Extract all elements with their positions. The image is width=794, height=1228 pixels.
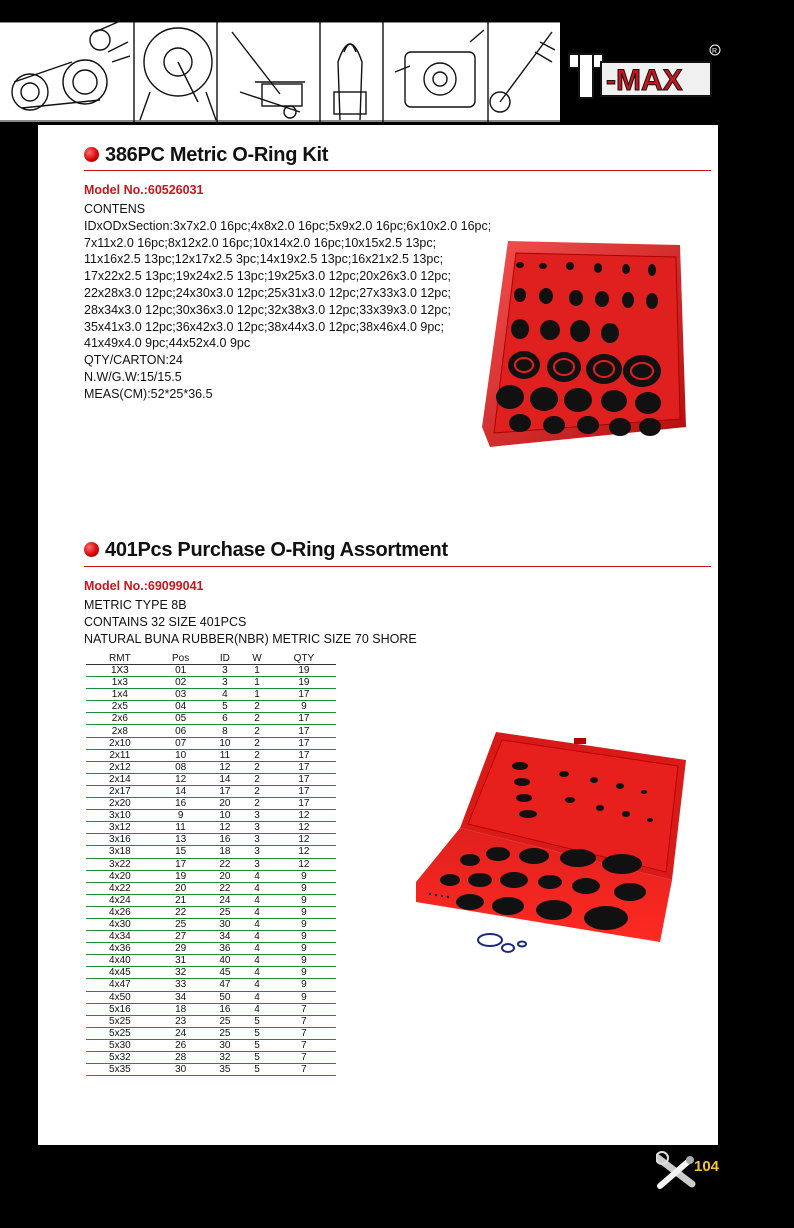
table-row (86, 846, 336, 858)
table-cell: 06 (154, 725, 208, 737)
table-row (86, 955, 336, 967)
table-cell: 30 (208, 1039, 243, 1051)
table-cell: 3 (242, 810, 272, 822)
table-cell: 24 (208, 894, 243, 906)
table-cell: 3 (242, 858, 272, 870)
table-row (86, 1039, 336, 1051)
product-2-specs (84, 597, 417, 647)
table-cell: 5 (208, 701, 243, 713)
table-cell: 9 (272, 882, 336, 894)
table-cell: 2 (242, 713, 272, 725)
table-cell: 28 (154, 1052, 208, 1064)
table-cell: 31 (154, 955, 208, 967)
table-row (86, 773, 336, 785)
table-cell: 17 (272, 761, 336, 773)
red-bullet-icon (84, 147, 99, 162)
table-row (86, 761, 336, 773)
spec-line: N.W/G.W:15/15.5 (84, 369, 182, 384)
table-cell: 5 (242, 1015, 272, 1027)
table-cell: 47 (208, 979, 243, 991)
table-cell: 12 (272, 846, 336, 858)
table-header-cell: ID (208, 653, 243, 665)
table-cell: 11 (208, 749, 243, 761)
table-cell: 13 (154, 834, 208, 846)
table-row (86, 967, 336, 979)
table-cell: 22 (208, 882, 243, 894)
table-cell: 10 (154, 749, 208, 761)
table-cell: 32 (208, 1052, 243, 1064)
table-cell: 27 (154, 931, 208, 943)
table-row (86, 918, 336, 930)
o-ring-assortment-case-image (410, 730, 690, 965)
table-cell: 5x32 (86, 1052, 154, 1064)
table-cell: 7 (272, 1052, 336, 1064)
table-cell: 1 (242, 665, 272, 677)
table-cell: 3 (242, 846, 272, 858)
table-cell: 9 (272, 979, 336, 991)
section-rule (84, 170, 711, 171)
product-1-title: 386PC Metric O-Ring Kit (84, 144, 328, 167)
table-cell: 7 (272, 1027, 336, 1039)
table-cell: 1 (242, 689, 272, 701)
table-cell: 17 (272, 725, 336, 737)
table-row (86, 713, 336, 725)
table-cell: 50 (208, 991, 243, 1003)
product-1-specs (84, 201, 491, 403)
table-cell: 4x24 (86, 894, 154, 906)
table-row (86, 1052, 336, 1064)
table-cell: 4x45 (86, 967, 154, 979)
page-number: 104 (694, 1158, 720, 1175)
table-cell: 3x16 (86, 834, 154, 846)
table-cell: 29 (154, 943, 208, 955)
table-cell: 11 (154, 822, 208, 834)
table-cell: 20 (154, 882, 208, 894)
table-row (86, 991, 336, 1003)
table-cell: 04 (154, 701, 208, 713)
table-cell: 9 (154, 810, 208, 822)
table-cell: 01 (154, 665, 208, 677)
table-cell: 2x10 (86, 737, 154, 749)
table-row (86, 665, 336, 677)
table-cell: 2x14 (86, 773, 154, 785)
product-2-model-number: Model No.:69099041 (84, 579, 204, 593)
table-cell: 4x40 (86, 955, 154, 967)
table-cell: 33 (154, 979, 208, 991)
table-cell: 5x25 (86, 1027, 154, 1039)
catalog-content (38, 125, 718, 1145)
table-cell: 10 (208, 810, 243, 822)
table-cell: 45 (208, 967, 243, 979)
table-cell: 4 (242, 967, 272, 979)
table-cell: 4x20 (86, 870, 154, 882)
table-row (86, 822, 336, 834)
table-cell: 4x50 (86, 991, 154, 1003)
table-cell: 12 (208, 822, 243, 834)
table-header-cell: Pos (154, 653, 208, 665)
table-cell: 4 (242, 955, 272, 967)
table-cell: 2 (242, 737, 272, 749)
table-cell: 23 (154, 1015, 208, 1027)
table-cell: 3x18 (86, 846, 154, 858)
table-header-cell: QTY (272, 653, 336, 665)
o-ring-size-table (86, 653, 336, 1076)
table-cell: 5x35 (86, 1064, 154, 1076)
table-cell: 1 (242, 677, 272, 689)
table-cell: 22 (208, 858, 243, 870)
table-cell: 36 (208, 943, 243, 955)
table-cell: 2 (242, 798, 272, 810)
header-tool-illustrations (0, 22, 560, 122)
table-row (86, 906, 336, 918)
table-cell: 9 (272, 943, 336, 955)
table-cell: 4 (242, 931, 272, 943)
table-cell: 4 (242, 979, 272, 991)
table-cell: 3x22 (86, 858, 154, 870)
table-cell: 2 (242, 725, 272, 737)
table-cell: 12 (272, 810, 336, 822)
table-row (86, 931, 336, 943)
table-row (86, 834, 336, 846)
table-cell: 4x34 (86, 931, 154, 943)
table-cell: 2 (242, 773, 272, 785)
table-cell: 7 (272, 1003, 336, 1015)
table-cell: 4 (242, 894, 272, 906)
table-row (86, 858, 336, 870)
table-cell: 9 (272, 701, 336, 713)
spec-line: CONTENS (84, 202, 146, 216)
table-cell: 4 (242, 991, 272, 1003)
table-cell: 4 (242, 1003, 272, 1015)
table-cell: 9 (272, 906, 336, 918)
spec-line: METRIC TYPE 8B (84, 598, 187, 612)
table-cell: 5 (242, 1052, 272, 1064)
table-cell: 12 (154, 773, 208, 785)
table-cell: 18 (208, 846, 243, 858)
table-cell: 3 (242, 822, 272, 834)
table-cell: 4x26 (86, 906, 154, 918)
table-cell: 9 (272, 894, 336, 906)
table-cell: 14 (208, 773, 243, 785)
table-cell: 17 (272, 689, 336, 701)
table-cell: 16 (208, 834, 243, 846)
table-cell: 12 (272, 834, 336, 846)
table-cell: 24 (154, 1027, 208, 1039)
table-cell: 20 (208, 870, 243, 882)
table-cell: 3x12 (86, 822, 154, 834)
table-cell: 25 (208, 1015, 243, 1027)
table-cell: 6 (208, 713, 243, 725)
table-cell: 10 (208, 737, 243, 749)
table-cell: 17 (208, 785, 243, 797)
table-cell: 17 (272, 773, 336, 785)
table-cell: 20 (208, 798, 243, 810)
spec-line: CONTAINS 32 SIZE 401PCS (84, 614, 247, 629)
table-cell: 8 (208, 725, 243, 737)
table-cell: 17 (272, 749, 336, 761)
table-cell: 5 (242, 1027, 272, 1039)
table-row (86, 894, 336, 906)
o-ring-kit-case-image (480, 237, 690, 458)
table-cell: 4x36 (86, 943, 154, 955)
table-row (86, 1015, 336, 1027)
table-cell: 25 (208, 1027, 243, 1039)
table-cell: 34 (208, 931, 243, 943)
table-cell: 35 (208, 1064, 243, 1076)
table-cell: 12 (272, 822, 336, 834)
table-row (86, 882, 336, 894)
table-cell: 17 (272, 798, 336, 810)
table-cell: 5 (242, 1064, 272, 1076)
table-cell: 05 (154, 713, 208, 725)
spec-line: IDxODxSection:3x7x2.0 16pc;4x8x2.0 16pc;5x9x2.0 16pc;6x10x2.0 16pc; (84, 218, 492, 233)
table-cell: 1x4 (86, 689, 154, 701)
table-cell: 9 (272, 870, 336, 882)
table-cell: 9 (272, 955, 336, 967)
table-header-row (86, 653, 336, 665)
table-cell: 17 (272, 785, 336, 797)
spec-line: QTY/CARTON:24 (84, 353, 183, 368)
table-cell: 5x25 (86, 1015, 154, 1027)
spec-line: 11x16x2.5 13pc;12x17x2.5 3pc;14x19x2.5 13pc;16x21x2.5 13pc; (84, 252, 444, 267)
svg-text:R: R (712, 48, 718, 55)
table-cell: 25 (208, 906, 243, 918)
table-cell: 08 (154, 761, 208, 773)
table-cell: 02 (154, 677, 208, 689)
table-cell: 4 (242, 906, 272, 918)
table-cell: 4x30 (86, 918, 154, 930)
spec-line: 22x28x3.0 12pc;24x30x3.0 12pc;25x31x3.0 12pc;27x33x3.0 12pc; (84, 285, 451, 300)
table-cell: 2x11 (86, 749, 154, 761)
table-cell: 21 (154, 894, 208, 906)
table-row (86, 1027, 336, 1039)
table-cell: 14 (154, 785, 208, 797)
table-cell: 4 (208, 689, 243, 701)
table-cell: 2x5 (86, 701, 154, 713)
table-row (86, 689, 336, 701)
table-cell: 26 (154, 1039, 208, 1051)
table-cell: 2 (242, 761, 272, 773)
spec-line: NATURAL BUNA RUBBER(NBR) METRIC SIZE 70 SHORE (84, 631, 417, 646)
table-cell: 7 (272, 1015, 336, 1027)
table-cell: 4 (242, 943, 272, 955)
table-cell: 4 (242, 870, 272, 882)
table-cell: 19 (272, 665, 336, 677)
table-cell: 30 (154, 1064, 208, 1076)
table-cell: 2x8 (86, 725, 154, 737)
table-cell: 32 (154, 967, 208, 979)
spec-line: 28x34x3.0 12pc;30x36x3.0 12pc;32x38x3.0 12pc;33x39x3.0 12pc; (84, 302, 451, 317)
table-cell: 22 (154, 906, 208, 918)
table-cell: 30 (208, 918, 243, 930)
table-cell: 3 (208, 665, 243, 677)
table-cell: 9 (272, 931, 336, 943)
table-cell: 1x3 (86, 677, 154, 689)
spec-line: MEAS(CM):52*25*36.5 (84, 386, 213, 401)
table-cell: 17 (272, 737, 336, 749)
table-cell: 19 (272, 677, 336, 689)
table-row (86, 737, 336, 749)
table-cell: 07 (154, 737, 208, 749)
red-bullet-icon (84, 542, 99, 557)
table-cell: 3x10 (86, 810, 154, 822)
table-cell: 9 (272, 991, 336, 1003)
section-rule (84, 566, 711, 567)
table-cell: 1X3 (86, 665, 154, 677)
table-cell: 18 (154, 1003, 208, 1015)
spec-line: 17x22x2.5 13pc;19x24x2.5 13pc;19x25x3.0 12pc;20x26x3.0 12pc; (84, 269, 451, 284)
table-cell: 16 (154, 798, 208, 810)
table-body (86, 665, 336, 1076)
table-row (86, 810, 336, 822)
table-cell: 15 (154, 846, 208, 858)
table-cell: 4x22 (86, 882, 154, 894)
table-cell: 2x20 (86, 798, 154, 810)
table-cell: 9 (272, 967, 336, 979)
table-cell: 34 (154, 991, 208, 1003)
table-cell: 12 (208, 761, 243, 773)
table-cell: 5 (242, 1039, 272, 1051)
table-cell: 12 (272, 858, 336, 870)
table-cell: 03 (154, 689, 208, 701)
table-cell: 17 (272, 713, 336, 725)
table-cell: 9 (272, 918, 336, 930)
table-cell: 17 (154, 858, 208, 870)
spec-line: 7x11x2.0 16pc;8x12x2.0 16pc;10x14x2.0 16pc;10x15x2.5 13pc; (84, 235, 437, 250)
table-cell: 3 (242, 834, 272, 846)
table-row (86, 701, 336, 713)
table-row (86, 1064, 336, 1076)
table-cell: 40 (208, 955, 243, 967)
table-cell: 2 (242, 785, 272, 797)
table-row (86, 798, 336, 810)
table-row (86, 749, 336, 761)
table-cell: 4x47 (86, 979, 154, 991)
table-cell: 2 (242, 701, 272, 713)
table-cell: 19 (154, 870, 208, 882)
table-row (86, 785, 336, 797)
product-2-title: 401Pcs Purchase O-Ring Assortment (84, 539, 448, 562)
table-row (86, 1003, 336, 1015)
table-cell: 25 (154, 918, 208, 930)
svg-text:-MAX: -MAX (606, 64, 683, 97)
table-header-cell: RMT (86, 653, 154, 665)
table-cell: 16 (208, 1003, 243, 1015)
table-cell: 4 (242, 882, 272, 894)
table-cell: 7 (272, 1064, 336, 1076)
table-cell: 4 (242, 918, 272, 930)
table-cell: 2x12 (86, 761, 154, 773)
spec-line: 35x41x3.0 12pc;36x42x3.0 12pc;38x44x3.0 12pc;38x46x4.0 9pc; (84, 319, 444, 334)
table-cell: 3 (208, 677, 243, 689)
table-cell: 2x17 (86, 785, 154, 797)
table-row (86, 943, 336, 955)
t-max-logo (565, 40, 725, 110)
spec-line: 41x49x4.0 9pc;44x52x4.0 9pc (84, 336, 251, 351)
table-row (86, 870, 336, 882)
table-cell: 5x30 (86, 1039, 154, 1051)
table-cell: 7 (272, 1039, 336, 1051)
table-cell: 5x16 (86, 1003, 154, 1015)
table-cell: 2x6 (86, 713, 154, 725)
table-header-cell: W (242, 653, 272, 665)
page-header (0, 0, 794, 125)
product-1-model-number: Model No.:60526031 (84, 183, 204, 197)
table-row (86, 979, 336, 991)
table-row (86, 677, 336, 689)
table-row (86, 725, 336, 737)
table-cell: 2 (242, 749, 272, 761)
